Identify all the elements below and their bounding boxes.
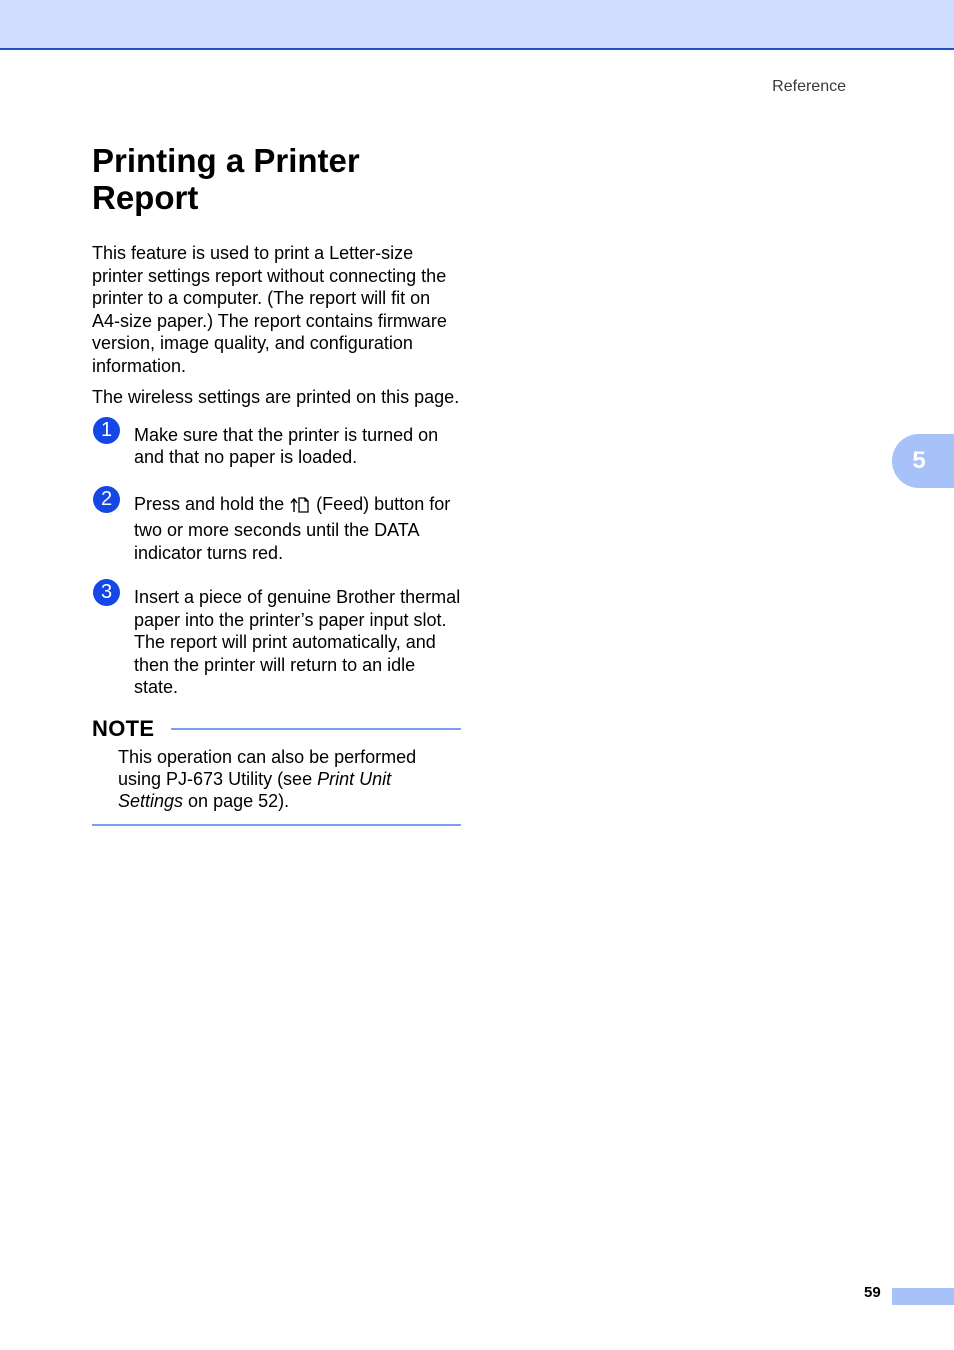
page-title: Printing a Printer Report	[92, 142, 360, 216]
step-number-badge: 3	[93, 579, 120, 606]
page-number: 59	[864, 1284, 881, 1301]
step-text-before: Press and hold the	[134, 493, 285, 514]
intro-paragraph: This feature is used to print a Letter-size printer settings report without connecting the printer to a computer. (The report will fit on A4-size paper.) The report contains firmware version, image quality, and configuration information.	[92, 243, 447, 376]
step-number-badge: 1	[93, 417, 120, 444]
step-2	[92, 487, 462, 565]
note-label: NOTE	[92, 715, 155, 741]
step-text: Insert a piece of genuine Brother thermal paper into the printer’s paper input slot. The report will print automatically, and then the printer will return to an idle state.	[134, 587, 461, 697]
note-text-before: This operation can also be performed using PJ-673 Utility (see	[118, 746, 417, 789]
step-number-badge: 2	[93, 486, 120, 513]
step-1	[92, 418, 462, 469]
step-text-continued: two or more seconds until the DATA indicator turns red.	[134, 520, 419, 563]
note-header	[92, 716, 461, 742]
step-3	[92, 581, 462, 699]
feed-icon	[290, 497, 310, 513]
note-divider	[171, 728, 461, 730]
chapter-number: 5	[912, 447, 926, 474]
header-band	[0, 0, 954, 50]
note-text	[92, 746, 461, 812]
wireless-paragraph: The wireless settings are printed on this page.	[92, 387, 460, 407]
running-head: Reference	[772, 78, 846, 95]
note-box	[92, 716, 461, 826]
step-text: Make sure that the printer is turned on and that no paper is loaded.	[134, 424, 439, 467]
footer-band	[892, 1288, 954, 1305]
main-content	[92, 142, 462, 826]
note-reference-link[interactable]: Print Unit Settings	[118, 768, 392, 811]
step-text-after: (Feed) button for	[316, 493, 451, 514]
chapter-tab	[892, 434, 954, 488]
note-text-after: on page 52).	[183, 790, 290, 811]
